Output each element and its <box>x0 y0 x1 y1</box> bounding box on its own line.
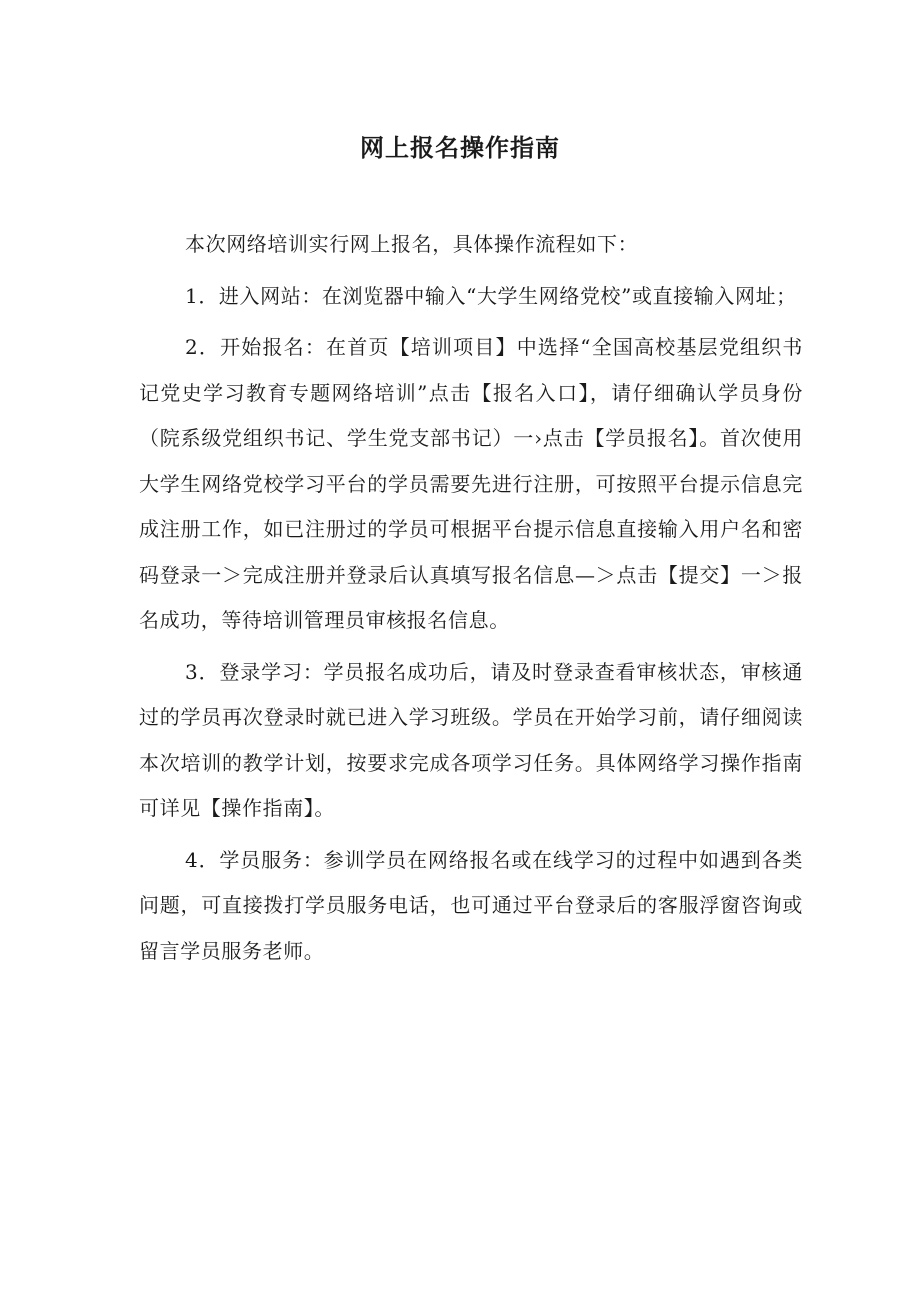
paragraph-intro: 本次网络培训实行网上报名，具体操作流程如下： <box>185 232 639 256</box>
paragraph-step-3: 3．登录学习：学员报名成功后，请及时登录查看审核状态，审核通过的学员再次登录时就已进入学习班级。学员在开始学习前，请仔细阅读本次培训的教学计划，按要求完成各项学习任务。具体网络学习操作指南可详见【操作指南】。 <box>139 659 803 820</box>
paragraph-step-4: 4．学员服务：参训学员在网络报名或在线学习的过程中如遇到各类问题，可直接拨打学员服务电话，也可通过平台登录后的客服浮窗咨询或留言学员服务老师。 <box>139 847 803 963</box>
paragraph-step-2: 2．开始报名：在首页【培训项目】中选择“全国高校基层党组织书记党史学习教育专题网络培训”点击【报名入口】，请仔细确认学员身份（院系级党组织书记、学生党支部书记）一›点击【学员报名】。首次使用大学生网络党校学习平台的学员需要先进行注册，可按照平台提示信息完成注册工作，如已注册过的学员可根据平台提示信息直接输入用户名和密码登录一＞完成注册并登录后认真填写报名信息—＞点击【提交】一＞报名成功，等待培训管理员审核报名信息。 <box>139 335 803 632</box>
paragraph-step-1: 1．进入网站：在浏览器中输入“大学生网络党校”或直接输入网址； <box>185 283 797 308</box>
document-title: 网上报名操作指南 <box>360 134 560 162</box>
document-body <box>139 222 803 980</box>
